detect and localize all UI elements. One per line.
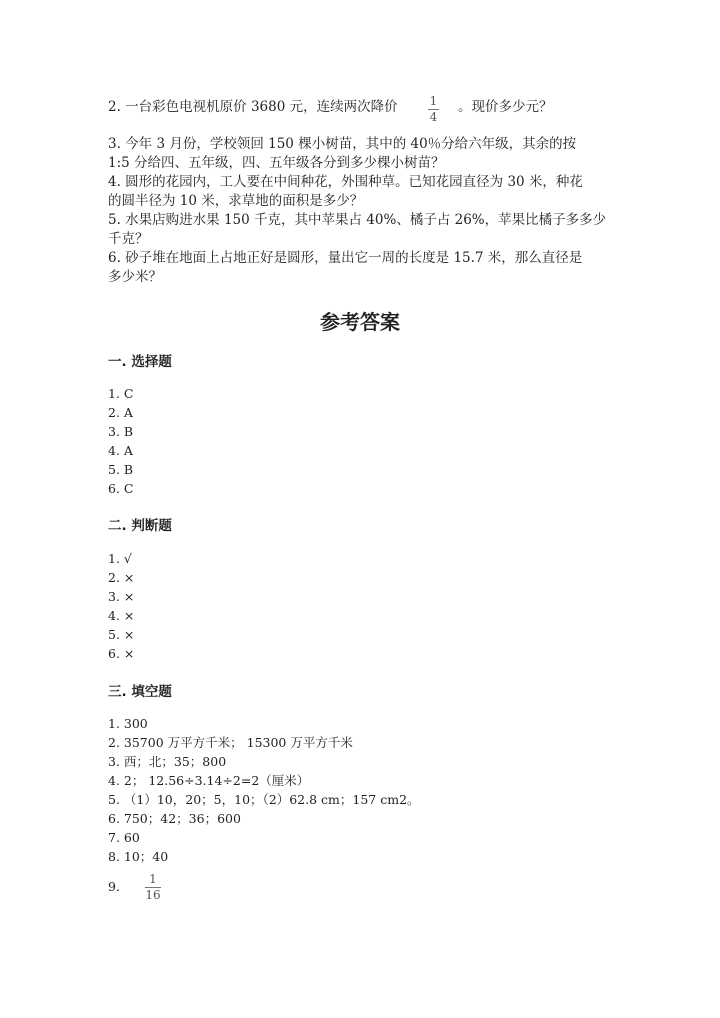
problem-2-before: 2. 一台彩色电视机原价 3680 元，连续两次降价: [108, 99, 398, 115]
fraction-numerator: 1: [429, 94, 438, 108]
section-3-answer-9-label: 9.: [108, 879, 120, 894]
section-3-answer: 6. 750；42；36；600: [108, 811, 241, 826]
section-2-answer: 2. ×: [108, 570, 135, 585]
problem-3-line-2: 1:5 分给四、五年级，四、五年级各分到多少棵小树苗？: [108, 155, 445, 171]
section-1-answer: 2. A: [108, 405, 133, 420]
problem-2-after: 。现价多少元？: [458, 99, 553, 115]
section-3-answer: 3. 西；北；35；800: [108, 754, 227, 769]
problem-4-line-1: 4. 圆形的花园内，工人要在中间种花，外围种草。已知花园直径为 30 米，种花: [108, 174, 583, 190]
section-3-answer: 5. （1）10，20；5，10；（2）62.8 cm；157 cm2。: [108, 792, 420, 807]
section-2-heading: 二. 判断题: [108, 518, 172, 534]
section-1-answer: 6. C: [108, 481, 134, 496]
fraction-denominator: 16: [145, 888, 161, 902]
problem-5-line-1: 5. 水果店购进水果 150 千克，其中苹果占 40%、橘子占 26%，苹果比橘子多多少: [108, 212, 607, 228]
section-2-answer: 5. ×: [108, 627, 135, 642]
answers-title: 参考答案: [320, 310, 400, 334]
section-1-answer: 1. C: [108, 386, 134, 401]
section-3-answer-9-fraction: [145, 873, 161, 902]
section-3-answer: 1. 300: [108, 716, 148, 731]
section-1-answer: 3. B: [108, 424, 134, 439]
section-3-answer: 7. 60: [108, 830, 140, 845]
problem-2-fraction: [428, 95, 439, 124]
problem-6-line-1: 6. 砂子堆在地面上占地正好是圆形，量出它一周的长度是 15.7 米，那么直径是: [108, 250, 583, 266]
section-1-answer: 4. A: [108, 443, 133, 458]
section-3-heading: 三. 填空题: [108, 684, 172, 700]
section-2-answer: 6. ×: [108, 646, 135, 661]
problem-3-line-1: 3. 今年 3 月份，学校领回 150 棵小树苗，其中的 40％分给六年级，其余的按: [108, 136, 577, 152]
section-2-answer: 3. ×: [108, 589, 135, 604]
problem-2-text: [108, 98, 398, 117]
section-3-answer: 2. 35700 万平方千米； 15300 万平方千米: [108, 735, 353, 750]
section-1-heading: 一. 选择题: [108, 354, 172, 370]
fraction-numerator: 1: [149, 872, 157, 886]
fraction-denominator: 4: [429, 110, 438, 124]
section-1-answer: 5. B: [108, 462, 134, 477]
section-3-answer: 4. 2； 12.56÷3.14÷2=2（厘米）: [108, 773, 310, 788]
problem-4-line-2: 的圆半径为 10 米，求草地的面积是多少？: [108, 193, 364, 209]
section-2-answer: 4. ×: [108, 608, 135, 623]
problem-5-line-2: 千克？: [108, 231, 149, 247]
problem-6-line-2: 多少米？: [108, 269, 162, 285]
section-2-answer: 1. √: [108, 551, 132, 566]
section-3-answer: 8. 10；40: [108, 849, 169, 864]
